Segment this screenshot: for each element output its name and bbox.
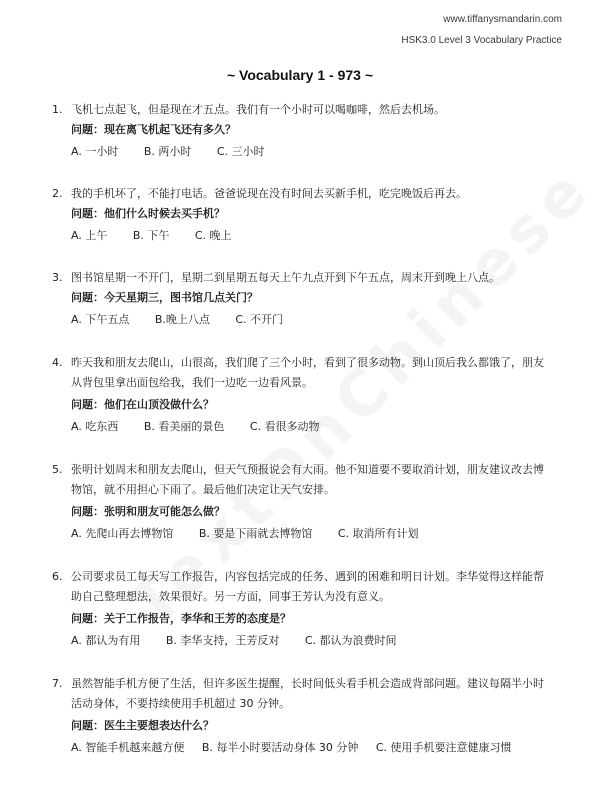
item-passage: 我的手机坏了，不能打电话。爸爸说现在没有时间去买新手机，吃完晚饭后再去。 — [71, 187, 467, 200]
option-c[interactable]: C. 取消所有计划 — [337, 527, 419, 540]
option-a[interactable]: A. 都认为有用 — [71, 634, 141, 647]
item-options — [71, 142, 287, 162]
question-text: 他们在山顶没做什么？ — [104, 398, 214, 411]
item-passage: 飞机七点起飞，但是现在才五点。我们有一个小时可以喝咖啡，然后去机场。 — [71, 103, 445, 116]
item-question — [71, 204, 225, 224]
item-passage: 昨天我和朋友去爬山，山很高，我们爬了三个小时，看到了很多动物。到山顶后我么都饿了，朋友从背包里拿出面包给我，我们一边吃一边看风景。 — [71, 356, 544, 389]
item-number: 6. — [52, 570, 63, 583]
item-options — [71, 738, 512, 758]
question-label: 问题： — [71, 123, 104, 136]
question-label: 问题： — [71, 719, 104, 732]
item-options — [71, 631, 419, 651]
option-b[interactable]: B. 每半小时要活动身体 30 分钟 — [201, 741, 359, 754]
item-options — [71, 310, 305, 330]
option-b[interactable]: B. 要是下雨就去博物馆 — [198, 527, 313, 540]
option-a[interactable]: A. 吃东西 — [71, 420, 119, 433]
item-options — [71, 226, 254, 246]
option-c[interactable]: C. 都认为浪费时间 — [304, 634, 397, 647]
item-question — [71, 120, 236, 140]
question-label: 问题： — [71, 207, 104, 220]
item-number: 3. — [52, 271, 63, 284]
option-a[interactable]: A. 下午五点 — [71, 313, 130, 326]
option-c[interactable]: C. 晚上 — [194, 229, 232, 242]
item-number: 2. — [52, 187, 63, 200]
item-question — [71, 716, 214, 736]
item-options — [71, 417, 342, 437]
question-text: 关于工作报告，李华和王芳的态度是？ — [104, 612, 291, 625]
option-c[interactable]: C. 使用手机要注意健康习惯 — [375, 741, 512, 754]
page-title: ~ Vocabulary 1 - 973 ~ — [226, 67, 374, 83]
question-label: 问题： — [71, 398, 104, 411]
question-text: 医生主要想表达什么？ — [104, 719, 214, 732]
item-passage: 图书馆星期一不开门，星期二到星期五每天上午九点开到下午五点，周末开到晚上八点。 — [71, 271, 500, 284]
worksheet-subtitle: HSK3.0 Level 3 Vocabulary Practice — [401, 35, 562, 46]
item-passage: 公司要求员工每天写工作报告，内容包括完成的任务、遇到的困难和明日计划。李华觉得这样能帮助自己整理想法，效果很好。另一方面，同事王芳认为没有意义。 — [71, 570, 544, 603]
question-text: 现在离飞机起飞还有多久？ — [104, 123, 236, 136]
question-label: 问题： — [71, 612, 104, 625]
question-label: 问题： — [71, 291, 104, 304]
option-a[interactable]: A. 智能手机越来越方便 — [71, 741, 185, 754]
option-c[interactable]: C. 不开门 — [235, 313, 284, 326]
site-url: www.tiffanysmandarin.com — [443, 14, 562, 25]
question-text: 张明和朋友可能怎么做？ — [104, 505, 225, 518]
option-b[interactable]: B. 下午 — [132, 229, 170, 242]
option-a[interactable]: A. 一小时 — [71, 145, 119, 158]
item-question — [71, 502, 225, 522]
item-question — [71, 609, 291, 629]
option-b[interactable]: B. 两小时 — [143, 145, 192, 158]
item-number: 5. — [52, 463, 63, 476]
item-options — [71, 524, 441, 544]
question-label: 问题： — [71, 505, 104, 518]
option-b[interactable]: B.晚上八点 — [154, 313, 210, 326]
option-a[interactable]: A. 上午 — [71, 229, 108, 242]
option-b[interactable]: B. 李华支持，王芳反对 — [165, 634, 280, 647]
item-number: 4. — [52, 356, 63, 369]
item-question — [71, 288, 258, 308]
option-c[interactable]: C. 看很多动物 — [249, 420, 320, 433]
question-text: 他们什么时候去买手机？ — [104, 207, 225, 220]
item-passage: 虽然智能手机方便了生活，但许多医生提醒，长时间低头看手机会造成背部问题。建议每隔半小时活动身体，不要持续使用手机超过 30 分钟。 — [71, 677, 544, 710]
question-text: 今天星期三，图书馆几点关门？ — [104, 291, 258, 304]
item-passage: 张明计划周末和朋友去爬山，但天气预报说会有大雨。他不知道要不要取消计划，朋友建议改去博物馆，就不用担心下雨了。最后他们决定让天气安排。 — [71, 463, 544, 496]
option-c[interactable]: C. 三小时 — [216, 145, 265, 158]
item-number: 1. — [52, 103, 63, 116]
item-question — [71, 395, 214, 415]
option-a[interactable]: A. 先爬山再去博物馆 — [71, 527, 174, 540]
item-number: 7. — [52, 677, 63, 690]
option-b[interactable]: B. 看美丽的景色 — [143, 420, 225, 433]
